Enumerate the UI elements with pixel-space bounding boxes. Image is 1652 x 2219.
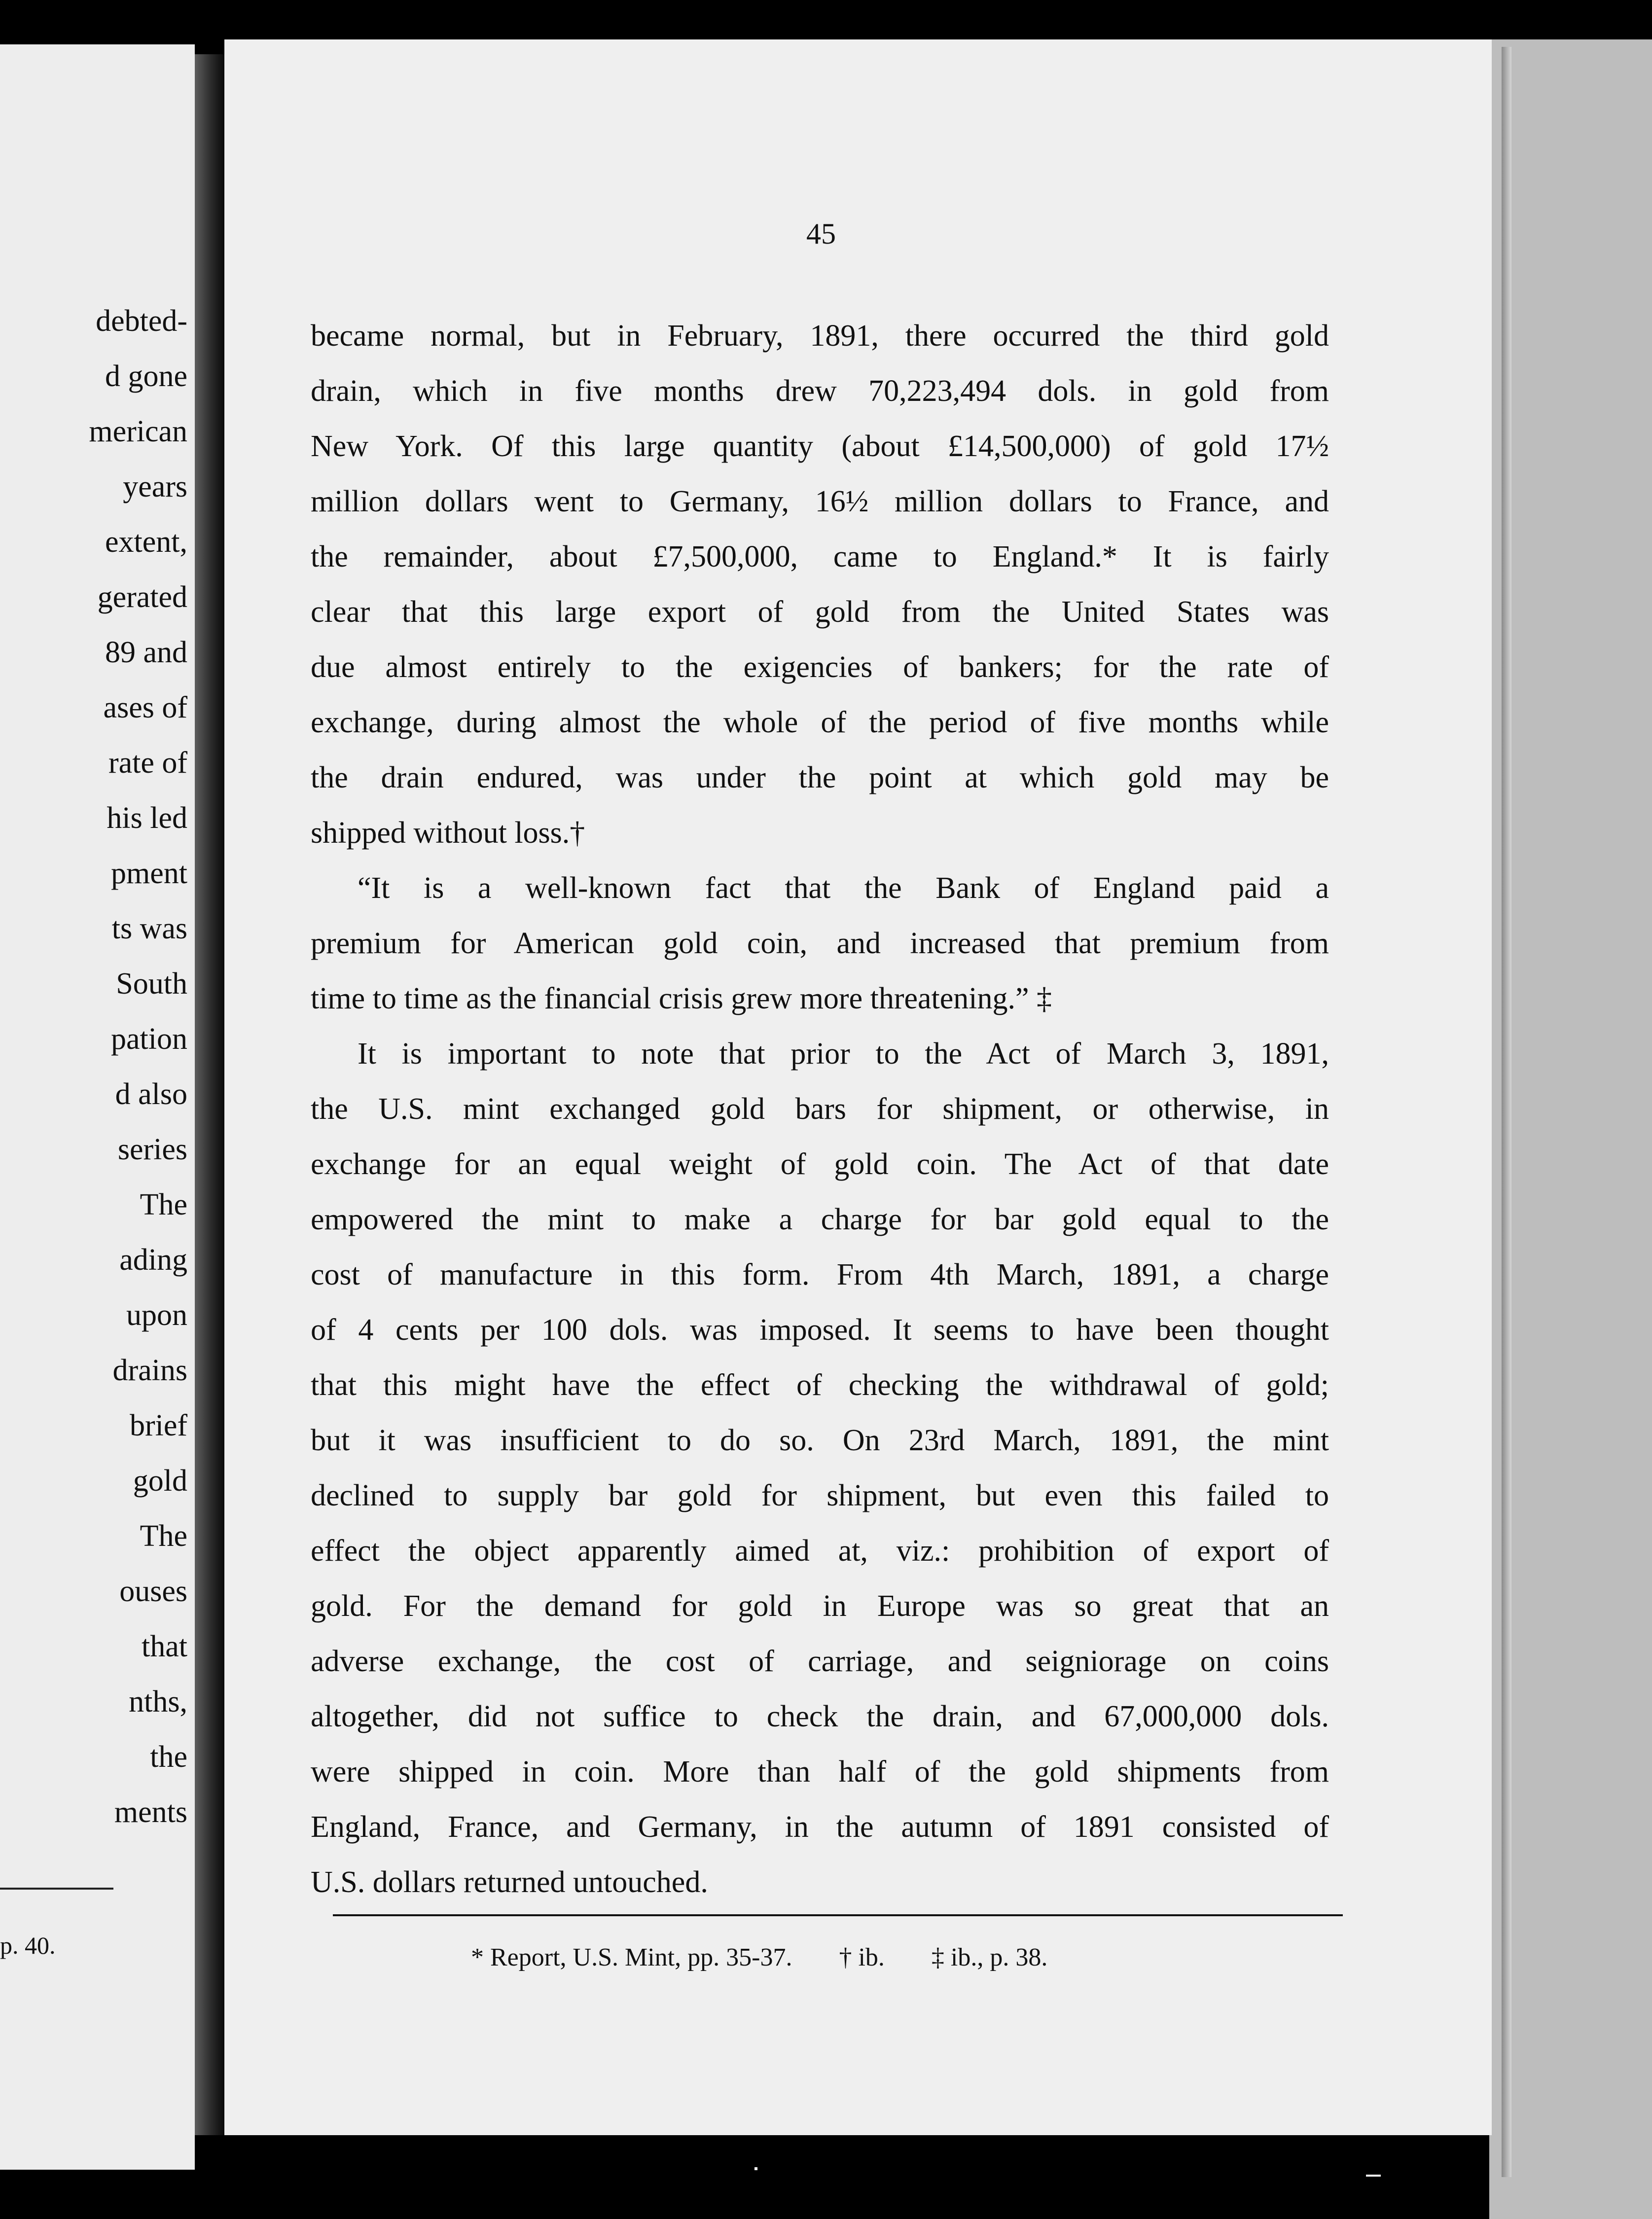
facing-page-footnote-rule xyxy=(0,1888,113,1890)
facing-page-line: brief xyxy=(129,1409,187,1442)
text-line: clear that this large export of gold from the United States was xyxy=(311,595,1329,629)
facing-page-line: 89 and xyxy=(105,636,187,669)
text-line: altogether, did not suffice to check the drain, and 67,000,000 dols. xyxy=(311,1700,1329,1733)
text-line: time to time as the financial crisis grew more threatening.” ‡ xyxy=(311,982,1052,1015)
facing-page-line: drains xyxy=(112,1354,187,1387)
text-line: adverse exchange, the cost of carriage, and seigniorage on coins xyxy=(311,1645,1329,1678)
footnote-rule xyxy=(333,1914,1343,1916)
facing-page-line: ases of xyxy=(103,691,187,724)
book-gutter xyxy=(195,54,224,2135)
facing-page-line: pation xyxy=(111,1022,187,1056)
text-line: It is important to note that prior to the Act of March 3, 1891, xyxy=(358,1037,1329,1071)
facing-page-line: gerated xyxy=(97,580,187,614)
text-line: declined to supply bar gold for shipment, but even this failed to xyxy=(311,1479,1329,1512)
text-line: effect the object apparently aimed at, viz.: prohibition of export of xyxy=(311,1534,1329,1568)
paragraph xyxy=(311,1026,1329,1910)
text-line: due almost entirely to the exigencies of bankers; for the rate of xyxy=(311,650,1329,684)
text-line: became normal, but in February, 1891, there occurred the third gold xyxy=(311,319,1329,353)
facing-page-line: years xyxy=(123,470,187,503)
text-line: exchange, during almost the whole of the period of five months while xyxy=(311,706,1329,739)
text-line: New York. Of this large quantity (about £14,500,000) of gold 17½ xyxy=(311,429,1329,463)
text-line: premium for American gold coin, and increased that premium from xyxy=(311,927,1329,960)
text-line: the U.S. mint exchanged gold bars for shipment, or otherwise, in xyxy=(311,1092,1329,1126)
facing-page-footnote: p. 40. xyxy=(0,1932,56,1959)
facing-page-line: that xyxy=(142,1630,187,1663)
text-line: that this might have the effect of checking the withdrawal of gold; xyxy=(311,1368,1329,1402)
text-line: cost of manufacture in this form. From 4th March, 1891, a charge xyxy=(311,1258,1329,1291)
page-stack-edge xyxy=(1502,47,1511,2177)
facing-page-line: ading xyxy=(119,1243,187,1277)
facing-page-line: extent, xyxy=(105,525,187,559)
scan-speck xyxy=(754,2167,757,2170)
page-number: 45 xyxy=(806,217,836,250)
text-line: “It is a well-known fact that the Bank of England paid a xyxy=(358,871,1329,905)
text-line: exchange for an equal weight of gold coin. The Act of that date xyxy=(311,1147,1329,1181)
facing-page xyxy=(0,44,195,2170)
text-line: empowered the mint to make a charge for bar gold equal to the xyxy=(311,1203,1329,1236)
scan-speck xyxy=(1366,2175,1381,2177)
paragraph xyxy=(311,860,1329,1026)
text-line: but it was insufficient to do so. On 23rd March, 1891, the mint xyxy=(311,1424,1329,1457)
book-page xyxy=(224,39,1492,2135)
facing-page-line: ts was xyxy=(111,912,187,945)
text-line: England, France, and Germany, in the autumn of 1891 consisted of xyxy=(311,1810,1329,1844)
facing-page-line: series xyxy=(117,1133,187,1166)
text-line: drain, which in five months drew 70,223,494 dols. in gold from xyxy=(311,374,1329,408)
footnote: † ib. xyxy=(839,1943,885,1971)
footnote: * Report, U.S. Mint, pp. 35-37. xyxy=(471,1943,792,1971)
text-line: U.S. dollars returned untouched. xyxy=(311,1865,708,1899)
text-line: million dollars went to Germany, 16½ million dollars to France, and xyxy=(311,485,1329,518)
facing-page-line: ments xyxy=(114,1795,187,1829)
body-text xyxy=(311,308,1329,1910)
facing-page-line: d also xyxy=(115,1077,187,1111)
text-line: gold. For the demand for gold in Europe was so great that an xyxy=(311,1589,1329,1623)
facing-page-line: merican xyxy=(89,415,187,448)
facing-page-line: rate of xyxy=(108,746,187,780)
facing-page-line: The xyxy=(140,1519,187,1553)
facing-page-line: South xyxy=(116,967,187,1001)
paragraph xyxy=(311,308,1329,860)
text-line: of 4 cents per 100 dols. was imposed. It seems to have been thought xyxy=(311,1313,1329,1347)
text-line: were shipped in coin. More than half of the gold shipments from xyxy=(311,1755,1329,1789)
text-line: the remainder, about £7,500,000, came to England.* It is fairly xyxy=(311,540,1329,573)
facing-page-line: upon xyxy=(126,1298,187,1332)
footnotes xyxy=(471,1943,1408,1972)
facing-page-line: gold xyxy=(133,1464,187,1498)
facing-page-line: d gone xyxy=(105,359,187,393)
footnote: ‡ ib., p. 38. xyxy=(931,1943,1048,1971)
facing-page-line: pment xyxy=(111,857,187,890)
text-line: shipped without loss.† xyxy=(311,816,585,850)
facing-page-line: debted- xyxy=(96,304,187,338)
facing-page-line: ouses xyxy=(119,1575,187,1608)
facing-page-line: his led xyxy=(107,801,187,835)
facing-page-line: nths, xyxy=(129,1685,187,1718)
facing-page-text xyxy=(10,293,187,1840)
facing-page-line: The xyxy=(140,1188,187,1221)
page-stack xyxy=(1489,39,1652,2219)
facing-page-line: the xyxy=(150,1740,187,1774)
text-line: the drain endured, was under the point at which gold may be xyxy=(311,761,1329,794)
